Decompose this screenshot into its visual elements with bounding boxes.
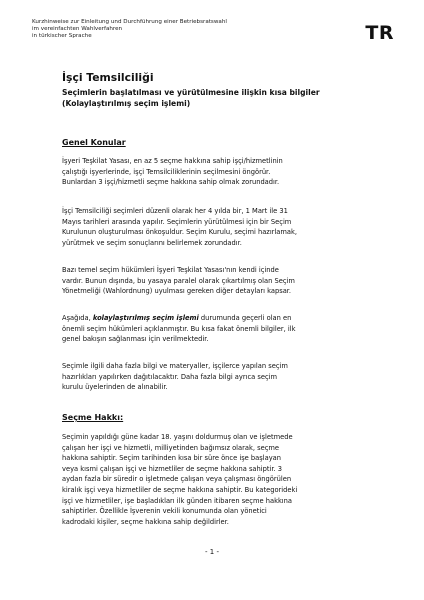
- paragraph-line: [62, 313, 392, 324]
- paragraph-line: hazırlıkları yapılırken dağıtılacaktır. Daha fazla bilgi ayrıca seçim: [62, 372, 278, 381]
- paragraph-line: Mayıs tarihleri arasında yapılır. Seçimlerin yürütülmesi için bir Seçim: [62, 217, 292, 226]
- paragraph-line: Seçimin yapıldığı güne kadar 18. yaşını doldurmuş olan ve işletmede: [62, 433, 293, 441]
- subtitle-line: Seçimlerin başlatılması ve yürütülmesine ilişkin kısa bilgiler: [62, 88, 320, 97]
- paragraph-line: Bunlardan 3 işçi/hizmetli seçme hakkına sahip olmak zorundadır.: [62, 178, 280, 187]
- paragraph-2: [62, 206, 392, 248]
- page-number: - 1 -: [205, 548, 219, 556]
- language-code: TR: [365, 22, 394, 44]
- paragraph-6: [62, 432, 392, 527]
- paragraph-text: durumunda geçerli olan en: [198, 314, 292, 322]
- page-title: İşçi Temsilciliği: [62, 71, 154, 84]
- voting-rights-heading: Seçme Hakkı:: [62, 413, 124, 422]
- subtitle-line: (Kolaylaştırılmış seçim işlemi): [62, 99, 191, 108]
- paragraph-line: hakkına sahiptir. Seçim tarihinden kısa bir süre önce işe başlayan: [62, 454, 282, 463]
- paragraph-line: sahiptirler. Özellikle İşverenin vekili konumunda olan yönetici: [62, 507, 267, 516]
- paragraph-line: genel bakışın sağlanması için verilmektedir.: [62, 335, 209, 344]
- paragraph-line: Yönetmeliği (Wahlordnung) uyulması gereken diğer detayları kapsar.: [62, 287, 292, 296]
- page-subtitle: [62, 87, 392, 109]
- paragraph-text: Aşağıda,: [62, 314, 93, 322]
- header-note-line: in türkischer Sprache: [32, 33, 92, 40]
- paragraph-line: önemli seçim hükümleri açıklanmıştır. Bu kısa fakat önemli bilgiler, ilk: [62, 324, 296, 333]
- paragraph-line: Seçimle ilgili daha fazla bilgi ve materyaller, işçilerce yapılan seçim: [62, 362, 288, 370]
- paragraph-line: kadrodaki kişiler, seçme hakkına sahip değildirler.: [62, 517, 229, 526]
- header-note-line: im vereinfachten Wahlverfahren: [32, 26, 123, 33]
- paragraph-line: işçi ve hizmetliler, işe başladıkları ilk günden itibaren seçme hakkına: [62, 496, 293, 505]
- paragraph-line: Bazı temel seçim hükümleri İşyeri Teşkilat Yasası'nın kendi içinde: [62, 266, 279, 274]
- paragraph-line: çalıştığı işyerlerinde, işçi Temsilciliklerinin seçilmesini öngörür.: [62, 167, 271, 176]
- emphasis-text: kolaylaştırılmış seçim işlemi: [92, 314, 199, 322]
- paragraph-1: [62, 156, 392, 188]
- paragraph-4: [62, 313, 392, 345]
- paragraph-line: aydan fazla bir süredir o işletmede çalışan veya çalışması öngörülen: [62, 475, 292, 484]
- paragraph-5: [62, 361, 392, 393]
- paragraph-line: Kurulunun oluşturulması önkoşuldur. Seçim Kurulu, seçimi hazırlamak,: [62, 228, 297, 237]
- paragraph-line: kiralık işçi veya hizmetliler de seçme hakkına sahiptir. Bu kategorideki: [62, 485, 298, 494]
- general-heading: Genel Konular: [62, 138, 126, 147]
- header-note-line: Kurzhinweise zur Einleitung und Durchführung einer Betriebsratswahl: [32, 19, 227, 25]
- header-note: [32, 19, 282, 41]
- paragraph-3: [62, 265, 392, 297]
- paragraph-line: İşyeri Teşkilat Yasası, en az 5 seçme hakkına sahip işçi/hizmetlinin: [62, 157, 283, 165]
- paragraph-line: vardır. Bunun dışında, bu yasaya paralel olarak çıkartılmış olan Seçim: [62, 276, 295, 285]
- paragraph-line: veya kısmi çalışan işçi ve hizmetliler de seçme hakkına sahiptir. 3: [62, 464, 282, 473]
- paragraph-line: İşçi Temsilciliği seçimleri düzenli olarak her 4 yılda bir, 1 Mart ile 31: [62, 207, 288, 215]
- paragraph-line: çalışan her işçi ve hizmetli, milliyetinden bağımsız olarak, seçme: [62, 443, 280, 452]
- paragraph-line: yürütmek ve seçim sonuçlarını belirlemek zorundadır.: [62, 238, 242, 247]
- paragraph-line: kurulu üyelerinden de alınabilir.: [62, 383, 168, 392]
